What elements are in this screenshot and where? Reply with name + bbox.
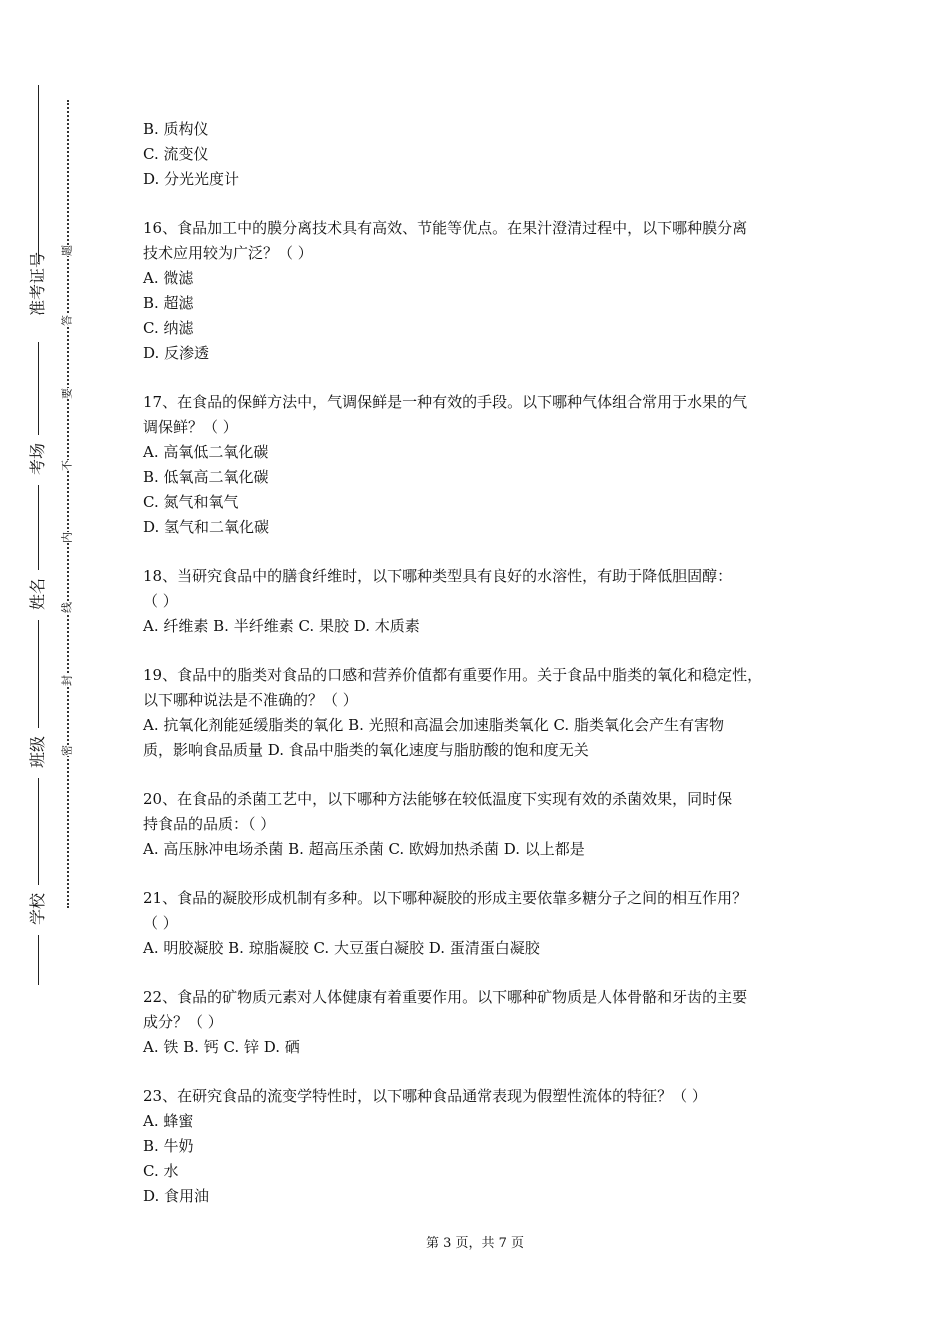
binding-dotted-line bbox=[67, 100, 69, 908]
question-text: 调保鲜？（ ） bbox=[143, 418, 238, 436]
question-17 bbox=[143, 390, 818, 540]
field-exam-number-label: 准考证号 bbox=[24, 262, 52, 342]
question-20 bbox=[143, 787, 818, 862]
option[interactable]: D. 氢气和二氧化碳 bbox=[143, 518, 270, 536]
option[interactable]: A. 微滤 bbox=[143, 269, 194, 287]
question-text: 23、在研究食品的流变学特性时，以下哪种食品通常表现为假塑性流体的特征？（ ） bbox=[143, 1087, 707, 1105]
question-text: （ ） bbox=[143, 592, 178, 610]
field-school-label: 学校 bbox=[24, 885, 52, 935]
question-15-tail bbox=[143, 117, 818, 192]
question-text: （ ） bbox=[143, 914, 178, 932]
seal-char-5: 内 bbox=[60, 532, 74, 543]
question-22 bbox=[143, 985, 818, 1060]
binding-solid-line bbox=[38, 85, 39, 985]
option[interactable]: A. 高氧低二氧化碳 bbox=[143, 443, 269, 461]
options-line[interactable]: A. 高压脉冲电场杀菌 B. 超高压杀菌 C. 欧姆加热杀菌 D. 以上都是 bbox=[143, 840, 585, 858]
question-text: 19、食品中的脂类对食品的口感和营养价值都有重要作用。关于食品中脂类的氧化和稳定性， bbox=[143, 666, 763, 684]
question-18 bbox=[143, 564, 818, 639]
options-line[interactable]: A. 铁 B. 钙 C. 锌 D. 硒 bbox=[143, 1038, 300, 1056]
seal-char-1: 题 bbox=[60, 245, 74, 256]
option[interactable]: C. 纳滤 bbox=[143, 319, 194, 337]
option[interactable]: B. 质构仪 bbox=[143, 120, 209, 138]
seal-char-6: 线 bbox=[60, 602, 74, 613]
seal-char-7: 封 bbox=[60, 675, 74, 686]
question-content bbox=[143, 117, 818, 1209]
question-text: 16、食品加工中的膜分离技术具有高效、节能等优点。在果汁澄清过程中，以下哪种膜分离 bbox=[143, 219, 748, 237]
question-text: 技术应用较为广泛？（ ） bbox=[143, 244, 313, 262]
seal-char-2: 答 bbox=[60, 315, 74, 326]
option[interactable]: D. 反渗透 bbox=[143, 344, 210, 362]
field-name-label: 姓名 bbox=[24, 570, 52, 620]
question-23 bbox=[143, 1084, 818, 1209]
question-16 bbox=[143, 216, 818, 366]
option[interactable]: C. 氮气和氧气 bbox=[143, 493, 239, 511]
option[interactable]: C. 流变仪 bbox=[143, 145, 209, 163]
options-line[interactable]: 质，影响食品质量 D. 食品中脂类的氧化速度与脂肪酸的饱和度无关 bbox=[143, 741, 589, 759]
option[interactable]: B. 低氧高二氧化碳 bbox=[143, 468, 269, 486]
field-class-label: 班级 bbox=[24, 728, 52, 778]
option[interactable]: A. 蜂蜜 bbox=[143, 1112, 194, 1130]
question-text: 18、当研究食品中的膳食纤维时，以下哪种类型具有良好的水溶性，有助于降低胆固醇： bbox=[143, 567, 733, 585]
question-19 bbox=[143, 663, 818, 763]
binding-margin bbox=[0, 0, 90, 1344]
option[interactable]: B. 超滤 bbox=[143, 294, 194, 312]
option[interactable]: B. 牛奶 bbox=[143, 1137, 194, 1155]
question-text: 以下哪种说法是不准确的？（ ） bbox=[143, 691, 358, 709]
options-line[interactable]: A. 纤维素 B. 半纤维素 C. 果胶 D. 木质素 bbox=[143, 617, 420, 635]
question-text: 17、在食品的保鲜方法中，气调保鲜是一种有效的手段。以下哪种气体组合常用于水果的气 bbox=[143, 393, 748, 411]
question-text: 成分？（ ） bbox=[143, 1013, 223, 1031]
seal-char-3: 要 bbox=[60, 388, 74, 399]
field-exam-room-label: 考场 bbox=[24, 435, 52, 485]
option[interactable]: D. 分光光度计 bbox=[143, 170, 240, 188]
page-footer: 第 3 页，共 7 页 bbox=[425, 1236, 525, 1251]
seal-char-4: 不 bbox=[60, 460, 74, 471]
seal-char-8: 密 bbox=[60, 745, 74, 756]
question-text: 持食品的品质：（ ） bbox=[143, 815, 276, 833]
option[interactable]: D. 食用油 bbox=[143, 1187, 210, 1205]
question-21 bbox=[143, 886, 818, 961]
options-line[interactable]: A. 抗氧化剂能延缓脂类的氧化 B. 光照和高温会加速脂类氧化 C. 脂类氧化会产生有害物 bbox=[143, 716, 724, 734]
option[interactable]: C. 水 bbox=[143, 1162, 179, 1180]
question-text: 20、在食品的杀菌工艺中，以下哪种方法能够在较低温度下实现有效的杀菌效果，同时保 bbox=[143, 790, 733, 808]
options-line[interactable]: A. 明胶凝胶 B. 琼脂凝胶 C. 大豆蛋白凝胶 D. 蛋清蛋白凝胶 bbox=[143, 939, 540, 957]
question-text: 21、食品的凝胶形成机制有多种。以下哪种凝胶的形成主要依靠多糖分子之间的相互作用？ bbox=[143, 889, 748, 907]
question-text: 22、食品的矿物质元素对人体健康有着重要作用。以下哪种矿物质是人体骨骼和牙齿的主要 bbox=[143, 988, 748, 1006]
